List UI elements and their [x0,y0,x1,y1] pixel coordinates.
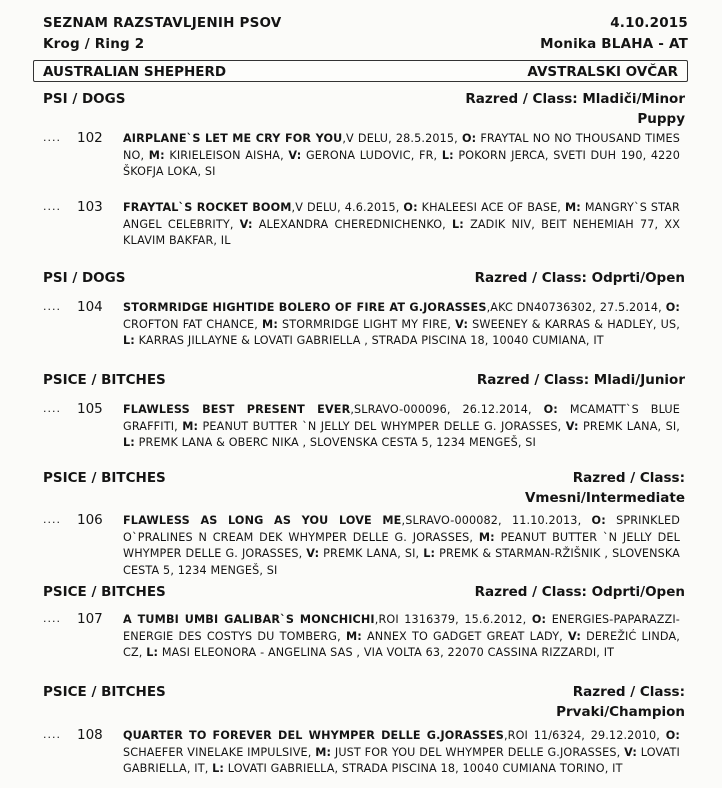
dog-name: A TUMBI UMBI GALIBAR`S MONCHICHI [123,613,375,626]
label-v: V: [568,629,581,643]
show-date: 4.10.2015 [610,15,688,31]
value-l: ZADIK NIV, BEIT NEHEMIAH 77, XX KLAVIM BAKFAR, IL [123,217,681,247]
registration-details: ,ROI 11/6324, 29.12.2010, [503,729,666,742]
value-l: PREMK & STARMAN-RŽIŠNIK , SLOVENSKA CESTA 5, 1234 MENGEŠ, SI [123,547,680,577]
catalog-number: 107 [77,611,103,627]
value-o: SCHAEFER VINELAKE IMPULSIVE, [123,745,316,759]
label-o: O: [461,132,477,145]
class-heading-line: Prvaki/Champion [556,704,685,720]
value-o: ENERGIES-PAPARAZZI-ENERGIE DES COSTYS DU TOMBERG, [123,613,680,643]
value-m: STORMRIDGE LIGHT MY FIRE, [282,317,456,331]
label-l: L: [212,762,225,775]
label-v: V: [288,148,302,162]
section-sex-heading: PSICE / BITCHES [43,584,166,600]
section-class-heading [525,468,685,508]
catalog-number: 103 [77,199,103,215]
class-heading-line: Razred / Class: Odprti/Open [474,584,685,600]
catalog-number: 106 [77,512,103,528]
value-l: KARRAS JILLAYNE & LOVATI GABRIELLA , STRADA PISCINA 18, 10040 CUMIANA, IT [138,334,604,347]
section-sex-heading: PSI / DOGS [43,270,126,286]
section-class-heading [475,582,685,602]
label-m: M: [148,148,165,162]
section-class-heading [475,268,685,288]
entry-dots: .... [43,513,61,526]
entry-dots: .... [43,200,61,213]
breed-name-slovene: AVSTRALSKI OVČAR [527,64,678,80]
class-heading-line: Razred / Class: [572,470,685,486]
value-l: POKORN JERCA, SVETI DUH 190, 4220 ŠKOFJA LOKA, SI [123,148,680,178]
section-sex-heading: PSICE / BITCHES [43,372,166,388]
label-o: O: [403,201,418,214]
breed-name-english: AUSTRALIAN SHEPHERD [43,64,227,80]
breed-banner [33,60,688,82]
entry-details [123,131,680,181]
class-heading-line: Vmesni/Intermediate [524,490,685,506]
entry-dots: .... [43,612,61,625]
class-heading-line: Puppy [637,111,685,127]
value-m: MANGRY`S STAR ANGEL CELEBRITY, [123,201,680,231]
dog-name: FRAYTAL`S ROCKET BOOM [123,201,292,214]
ring-label: Krog / Ring 2 [43,36,145,52]
label-o: O: [591,514,606,527]
label-l: L: [146,646,159,659]
registration-details: ,SLRAVO-000082, 11.10.2013, [401,514,592,527]
catalog-number: 108 [77,727,103,743]
value-m: PEANUT BUTTER `N JELLY DEL WHYMPER DELLE G. JORASSES, [123,530,680,560]
section-sex-heading: PSICE / BITCHES [43,684,166,700]
entry-details [123,728,680,778]
section-sex-heading: PSICE / BITCHES [43,470,166,486]
value-v: SWEENEY & KARRAS & HADLEY, US, [472,317,680,331]
label-m: M: [478,530,495,544]
registration-details: ,SLRAVO-000096, 26.12.2014, [350,403,544,416]
label-m: M: [262,317,278,331]
value-v: PREMK LANA, SI, [323,547,424,560]
dog-name: STORMRIDGE HIGHTIDE BOLERO OF FIRE AT G.JORASSES [123,301,487,314]
section-class-heading [477,370,685,390]
label-v: V: [306,547,320,560]
value-m: ANNEX TO GADGET GREAT LADY, [367,629,569,643]
label-l: L: [441,148,454,162]
registration-details: ,ROI 1316379, 15.6.2012, [374,613,532,626]
value-o: MCAMATT`S BLUE GRAFFITI, [123,403,680,433]
value-o: FRAYTAL NO NO THOUSAND TIMES NO, [123,132,680,162]
value-m: PEANUT BUTTER `N JELLY DEL WHYMPER DELLE G. JORASSES, [202,419,566,433]
label-v: V: [565,419,579,433]
value-l: PREMK LANA & OBERC NIKA , SLOVENSKA CESTA 5, 1234 MENGEŠ, SI [138,436,536,449]
label-m: M: [564,201,581,214]
section-class-heading [556,682,685,722]
entry-details [123,300,680,350]
entry-details [123,402,680,452]
entry-details [123,612,680,662]
value-v: LOVATI GABRIELLA, IT, [123,745,680,775]
label-l: L: [123,436,135,449]
label-v: V: [455,317,469,331]
entry-dots: .... [43,402,61,415]
label-m: M: [315,745,332,759]
label-v: V: [239,217,253,231]
label-o: O: [665,729,680,742]
dog-name: FLAWLESS BEST PRESENT EVER [123,403,351,416]
class-heading-line: Razred / Class: Mladi/Junior [476,372,685,388]
registration-details: ,AKC DN40736302, 27.5.2014, [486,301,666,314]
value-v: PREMK LANA, SI, [583,419,680,433]
judge-name: Monika BLAHA - AT [540,36,688,52]
catalog-number: 104 [77,299,103,315]
section-sex-heading: PSI / DOGS [43,91,126,107]
catalog-number: 102 [77,130,103,146]
entry-details [123,200,680,250]
entry-dots: .... [43,300,61,313]
entry-details [123,513,680,579]
value-m: JUST FOR YOU DEL WHYMPER DELLE G.JORASSES, [334,745,625,759]
value-v: GERONA LUDOVIC, FR, [305,148,442,162]
value-v: ALEXANDRA CHEREDNICHENKO, [258,217,453,231]
label-l: L: [452,217,464,231]
dog-name: QUARTER TO FOREVER DEL WHYMPER DELLE G.JORASSES [123,729,504,742]
value-m: KIRIELEISON AISHA, [169,148,289,162]
dog-name: FLAWLESS AS LONG AS YOU LOVE ME [123,514,402,527]
catalog-title: SEZNAM RAZSTAVLJENIH PSOV [43,15,282,31]
label-l: L: [123,334,135,347]
label-m: M: [345,629,362,643]
class-heading-line: Razred / Class: Mladiči/Minor [465,91,685,107]
value-o: CROFTON FAT CHANCE, [123,317,263,331]
class-heading-line: Razred / Class: Odprti/Open [474,270,685,286]
entry-dots: .... [43,131,61,144]
dog-name: AIRPLANE`S LET ME CRY FOR YOU [123,132,343,145]
catalog-number: 105 [77,401,103,417]
value-l: LOVATI GABRIELLA, STRADA PISCINA 18, 10040 CUMIANA TORINO, IT [227,762,623,775]
label-o: O: [531,613,547,626]
registration-details: ,V DELU, 28.5.2015, [342,132,462,145]
value-l: MASI ELEONORA - ANGELINA SAS , VIA VOLTA 63, 22070 CASSINA RIZZARDI, IT [161,646,615,659]
label-v: V: [624,745,638,759]
entry-dots: .... [43,728,61,741]
label-o: O: [543,403,558,416]
label-o: O: [665,301,680,314]
registration-details: ,V DELU, 4.6.2015, [291,201,404,214]
section-class-heading [465,89,685,129]
label-l: L: [423,547,436,560]
label-m: M: [182,419,199,433]
value-o: SPRINKLED O`PRALINES N CREAM DEK WHYMPER DELLE G. JORASSES, [123,514,680,544]
value-o: KHALEESI ACE OF BASE, [421,201,565,214]
value-v: DEREŽIĆ LINDA, CZ, [123,629,680,659]
class-heading-line: Razred / Class: [572,684,685,700]
